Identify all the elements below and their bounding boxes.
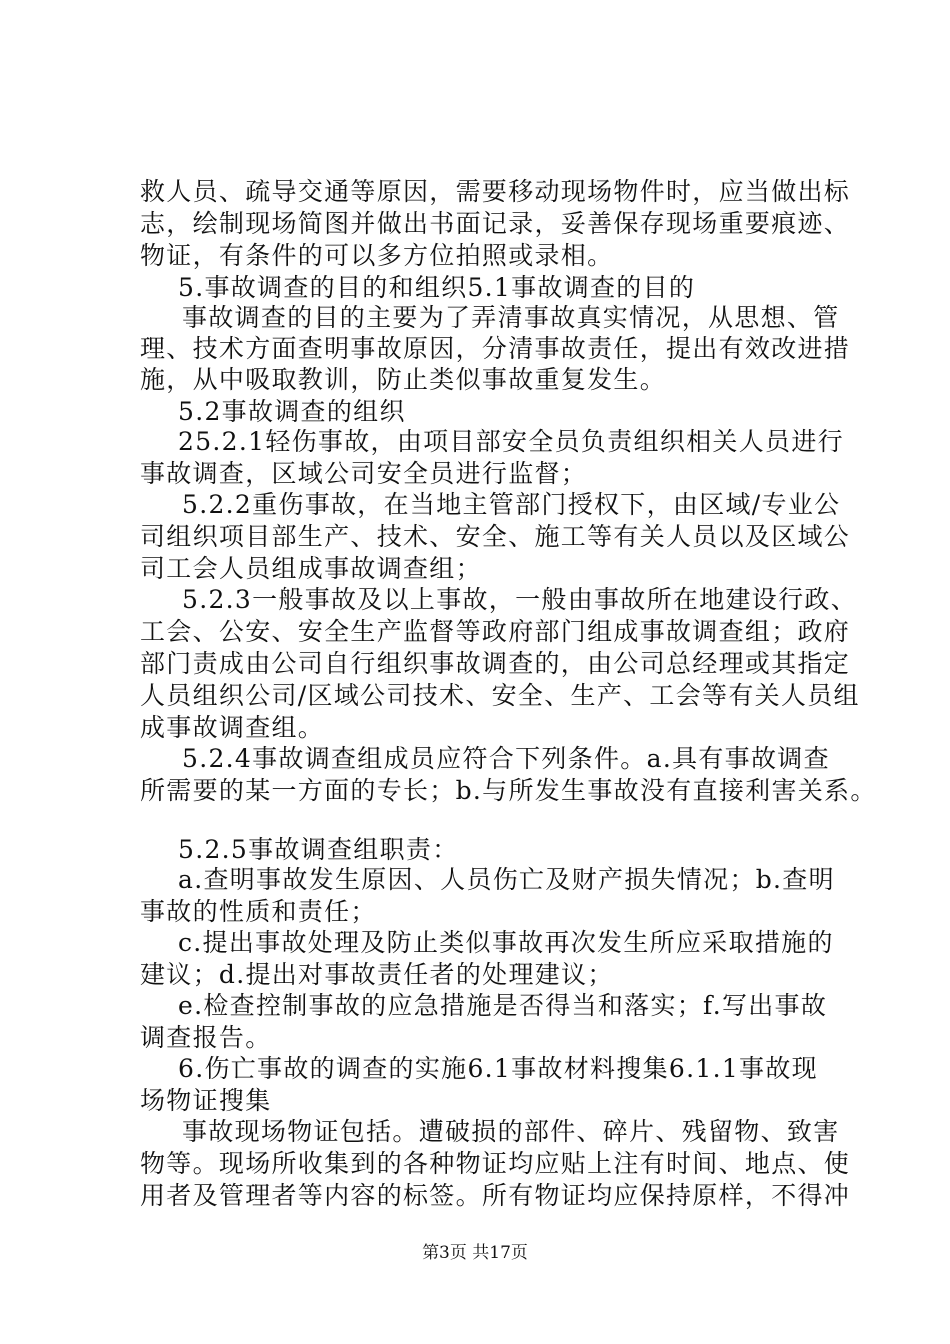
text-line: 司组织项目部生产、技术、安全、施工等有关人员以及区域公 bbox=[140, 522, 851, 551]
text-line: 所需要的某一方面的专长；b.与所发生事故没有直接利害关系。 bbox=[140, 776, 877, 805]
text-line: 5.2.2重伤事故，在当地主管部门授权下，由区域/专业公 bbox=[182, 490, 841, 519]
text-line: 物等。现场所收集到的各种物证均应贴上注有时间、地点、使 bbox=[140, 1149, 851, 1178]
section-heading: 6.伤亡事故的调查的实施6.1事故材料搜集6.1.1事故现 bbox=[178, 1054, 818, 1083]
text-line: 理、技术方面查明事故原因，分清事故责任，提出有效改进措 bbox=[140, 334, 851, 363]
page-number-footer: 第3页 共17页 bbox=[422, 1243, 528, 1263]
text-line: 部门责成由公司自行组织事故调查的，由公司总经理或其指定 bbox=[140, 649, 851, 678]
text-line: 建议；d.提出对事故责任者的处理建议； bbox=[140, 960, 614, 989]
text-line: 事故调查，区域公司安全员进行监督； bbox=[140, 459, 588, 488]
text-line: 工会、公安、安全生产监督等政府部门组成事故调查组；政府 bbox=[140, 617, 851, 646]
text-line: 事故现场物证包括。遭破损的部件、碎片、残留物、致害 bbox=[182, 1117, 840, 1146]
section-heading: 5.2事故调查的组织 bbox=[178, 397, 406, 426]
text-line: e.检查控制事故的应急措施是否得当和落实；f.写出事故 bbox=[178, 991, 828, 1020]
text-line: 5.2.3一般事故及以上事故，一般由事故所在地建设行政、 bbox=[182, 585, 858, 614]
text-line: 5.2.4事故调查组成员应符合下列条件。a.具有事故调查 bbox=[182, 744, 830, 773]
text-line: 用者及管理者等内容的标签。所有物证均应保持原样，不得冲 bbox=[140, 1181, 851, 1210]
section-heading: 5.事故调查的目的和组织5.1事故调查的目的 bbox=[178, 273, 696, 302]
text-line: 人员组织公司/区域公司技术、安全、生产、工会等有关人员组 bbox=[140, 681, 860, 710]
text-line: 场物证搜集 bbox=[140, 1086, 272, 1115]
text-line: 救人员、疏导交通等原因，需要移动现场物件时，应当做出标 bbox=[140, 177, 851, 206]
text-line: 25.2.1轻伤事故，由项目部安全员负责组织相关人员进行 bbox=[178, 427, 844, 456]
text-line: 事故调查的目的主要为了弄清事故真实情况，从思想、管 bbox=[182, 303, 840, 332]
text-line: 施，从中吸取教训，防止类似事故重复发生。 bbox=[140, 365, 667, 394]
text-line: c.提出事故处理及防止类似事故再次发生所应采取措施的 bbox=[178, 928, 834, 957]
section-heading: 5.2.5事故调查组职责： bbox=[178, 835, 459, 864]
text-line: 成事故调查组。 bbox=[140, 713, 325, 742]
text-line: a.查明事故发生原因、人员伤亡及财产损失情况；b.查明 bbox=[178, 865, 835, 894]
text-line: 事故的性质和责任； bbox=[140, 897, 377, 926]
text-line: 司工会人员组成事故调查组； bbox=[140, 554, 482, 583]
text-line: 志，绘制现场简图并做出书面记录，妥善保存现场重要痕迹、 bbox=[140, 209, 851, 238]
text-line: 调查报告。 bbox=[140, 1023, 272, 1052]
text-line: 物证，有条件的可以多方位拍照或录相。 bbox=[140, 241, 614, 270]
